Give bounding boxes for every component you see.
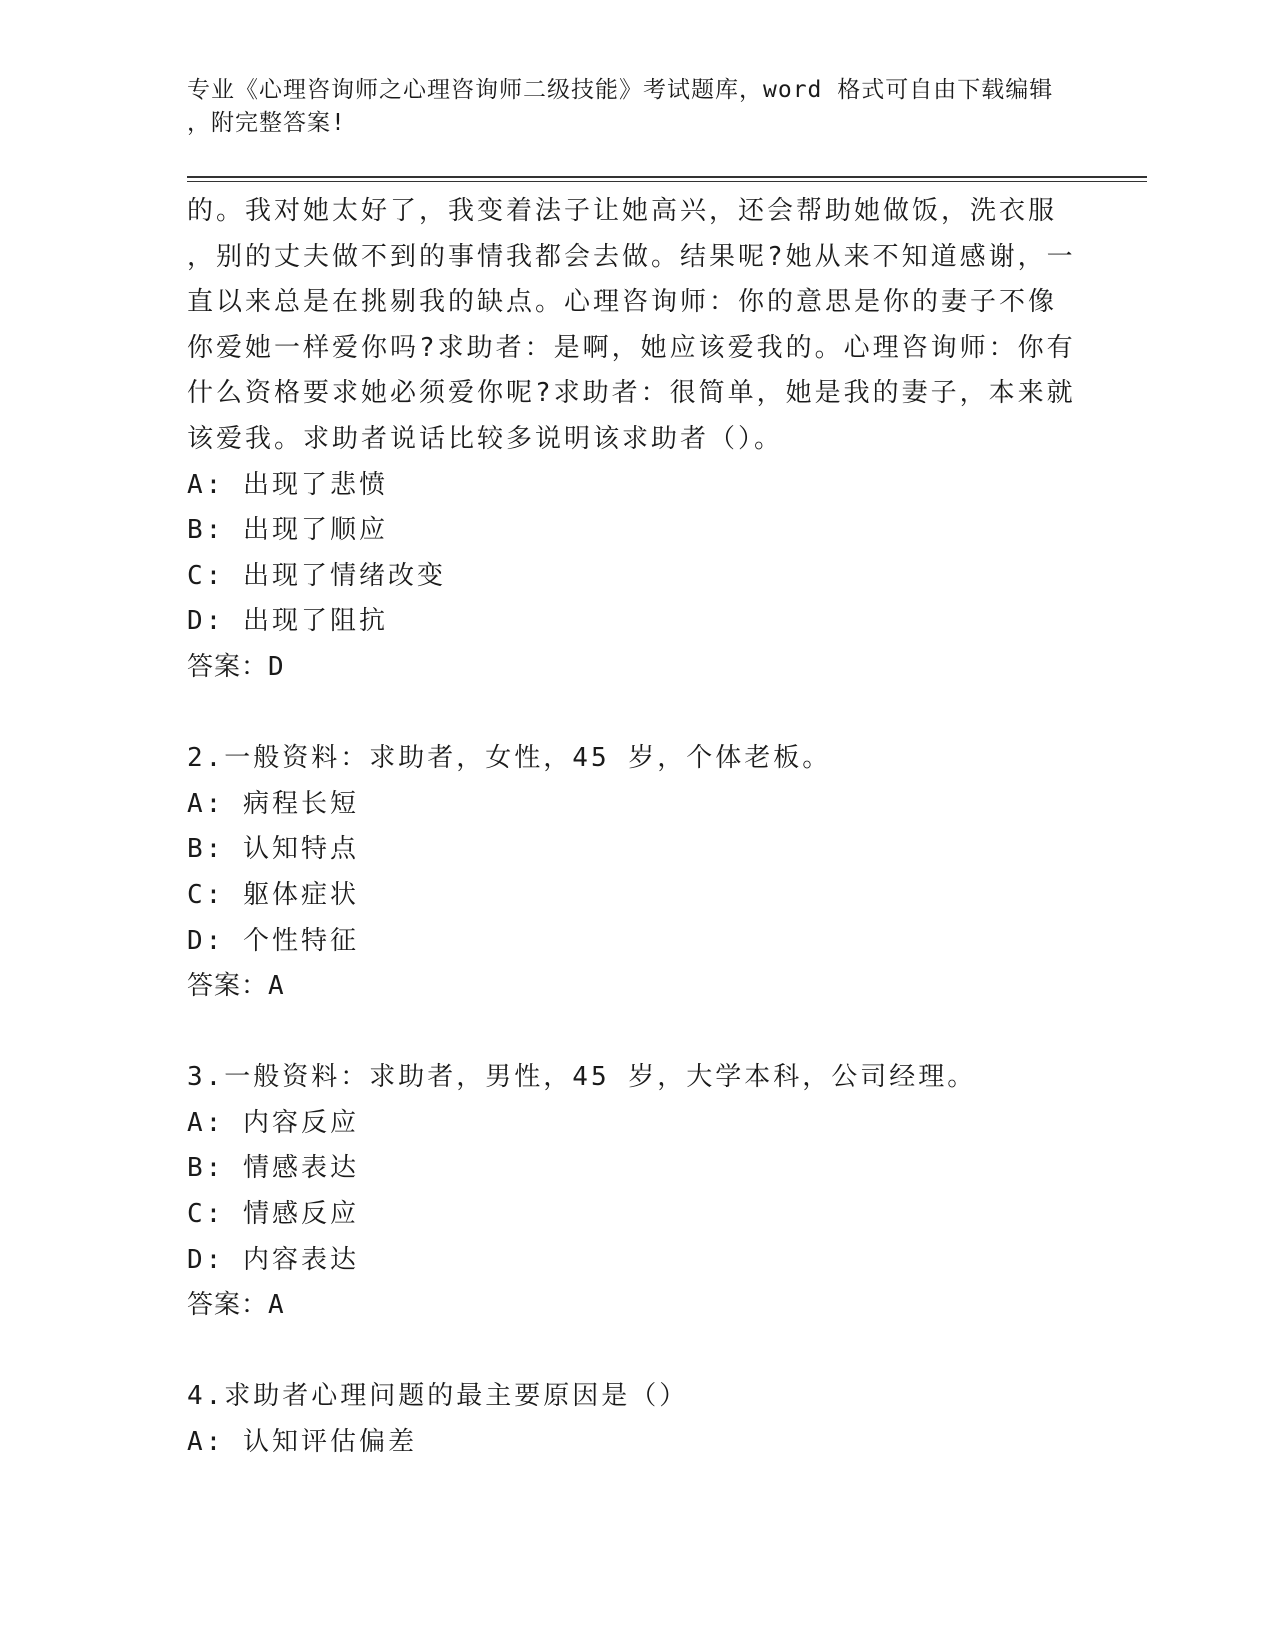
header-divider-thick [187,176,1147,178]
option-d: D: 个性特征 [187,925,359,956]
header-title-line: 专业《心理咨询师之心理咨询师二级技能》考试题库，word 格式可自由下载编辑 [187,77,1054,103]
question-stem: 4.求助者心理问题的最主要原因是（） [187,1381,689,1412]
question-stem: 2.一般资料：求助者，女性，45 岁，个体老板。 [187,743,832,774]
question-stem-line: 的。我对她太好了，我变着法子让她高兴，还会帮助她做饭，洗衣服 [187,196,1058,226]
option-c: C: 情感反应 [187,1199,359,1230]
question-4 [187,1374,1087,1465]
option-b: B: 出现了顺应 [187,515,388,546]
option-a: A: 内容反应 [187,1107,359,1138]
question-stem-line: 该爱我。求助者说话比较多说明该求助者（）。 [187,423,784,454]
question-stem: 3.一般资料：求助者，男性，45 岁，大学本科，公司经理。 [187,1062,977,1093]
answer: 答案：A [187,971,285,1002]
question-spacer [187,691,1087,737]
question-1 [187,189,1087,691]
option-c: C: 出现了情绪改变 [187,560,446,591]
header-title-continuation: ，附完整答案! [187,110,346,136]
question-2 [187,736,1087,1010]
option-a: A: 认知评估偏差 [187,1427,417,1458]
question-spacer [187,1329,1087,1375]
answer: 答案：D [187,651,285,682]
document-header [187,74,1087,140]
answer: 答案：A [187,1290,285,1321]
option-a: A: 病程长短 [187,788,359,819]
option-d: D: 内容表达 [187,1244,359,1275]
question-3 [187,1055,1087,1329]
option-a: A: 出现了悲愤 [187,469,388,500]
question-stem-line: 直以来总是在挑剔我的缺点。心理咨询师：你的意思是你的妻子不像 [187,287,1058,318]
question-spacer [187,1010,1087,1056]
header-divider-thin [187,181,1147,182]
option-c: C: 躯体症状 [187,879,359,910]
question-stem-line: ，别的丈夫做不到的事情我都会去做。结果呢?她从来不知道感谢，一 [187,241,1076,272]
option-b: B: 认知特点 [187,834,359,865]
option-d: D: 出现了阻抗 [187,606,388,637]
option-b: B: 情感表达 [187,1153,359,1184]
document-body [187,189,1087,1466]
question-stem-line: 什么资格要求她必须爱你呢?求助者：很简单，她是我的妻子，本来就 [187,378,1076,409]
question-stem-line: 你爱她一样爱你吗?求助者：是啊，她应该爱我的。心理咨询师：你有 [187,332,1076,363]
